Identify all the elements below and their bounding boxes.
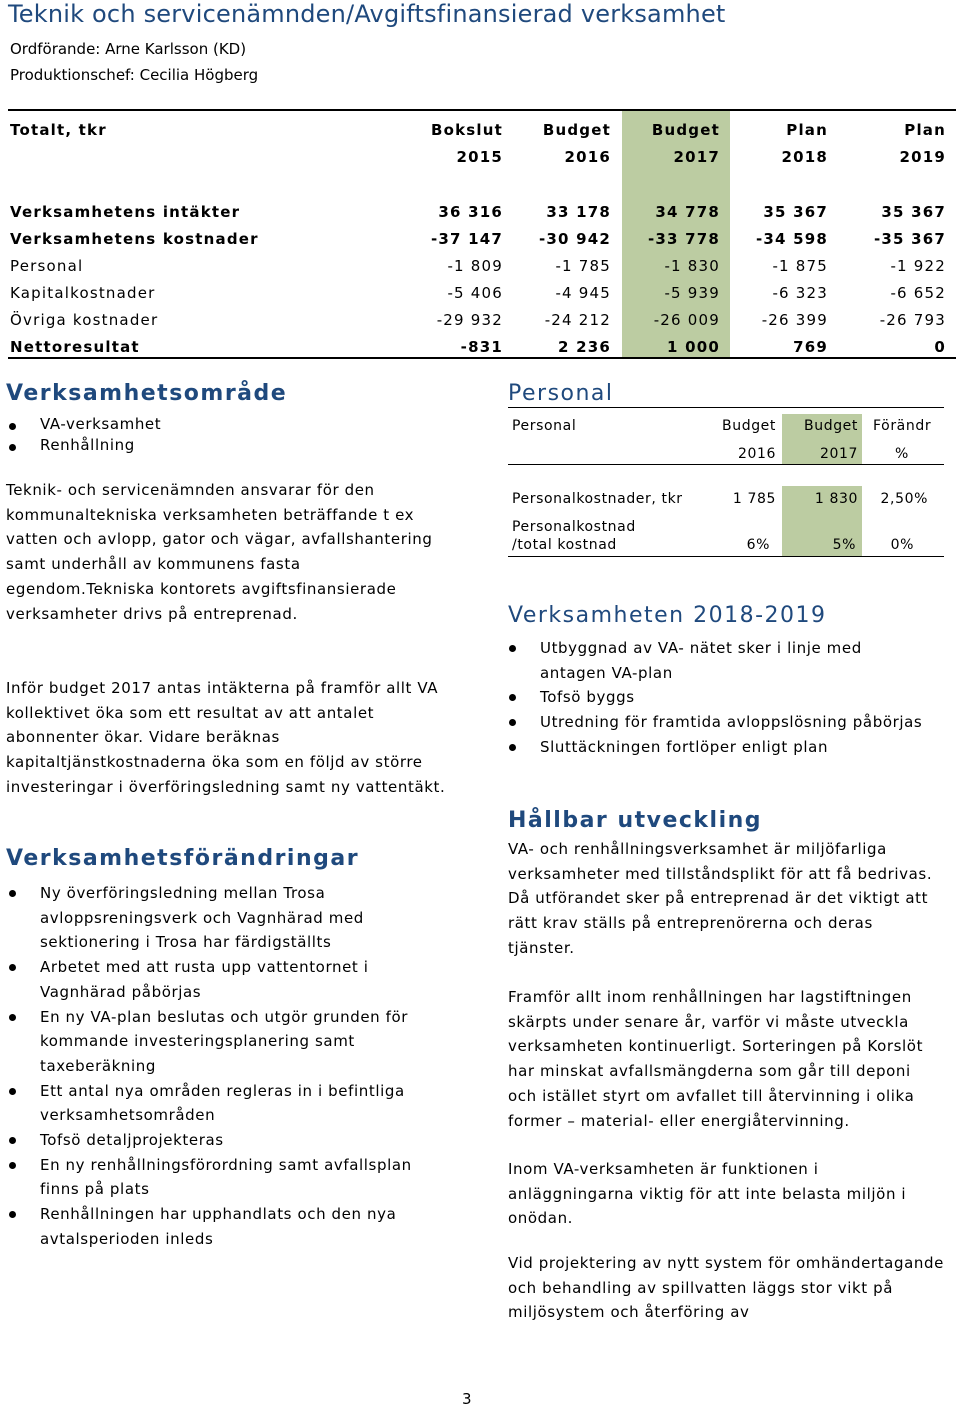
cell: -5 939 bbox=[664, 284, 720, 302]
cell: -1 809 bbox=[447, 257, 503, 275]
list-item: Renhållningen har upphandlats och den nya avtalsperioden inleds bbox=[6, 1202, 438, 1251]
cell: -5 406 bbox=[447, 284, 503, 302]
row-label: Nettoresultat bbox=[10, 338, 140, 356]
cell: 34 778 bbox=[655, 203, 720, 221]
intro-paragraph bbox=[6, 478, 446, 626]
col-type: Plan bbox=[904, 121, 946, 139]
list-item: Utredning för framtida avloppslösning påbörjas bbox=[506, 710, 926, 735]
cell: -1 875 bbox=[772, 257, 828, 275]
ptable-header-budget: Budget bbox=[804, 418, 858, 434]
list-item: En ny VA-plan beslutas och utgör grunden för kommande investeringsplanering samt taxeberäkning bbox=[6, 1005, 438, 1079]
col-type: Bokslut bbox=[430, 121, 503, 139]
paragraph: Vid projektering av nytt system för omhändertagande och behandling av spillvatten läggs stor vikt på miljösystem och återföring av bbox=[508, 1254, 944, 1322]
paragraph: Framför allt inom renhållningen har lagstiftningen skärpts under senare år, varför vi måste utveckla verksamheten kontinuerligt. Sorteringen på Korslöt har minskat avfallsmängderna som går till deponi och istället styrt om avfallet till återvinning i olika former – material- eller energiåtervinning. bbox=[508, 988, 924, 1130]
row-label: Verksamhetens kostnader bbox=[10, 230, 259, 248]
list-item: Arbetet med att rusta upp vattentornet i Vagnhärad påbörjas bbox=[6, 955, 438, 1004]
sustain-paragraph bbox=[508, 985, 944, 1133]
cell: 36 316 bbox=[438, 203, 503, 221]
col-year: 2018 bbox=[781, 148, 828, 166]
list-item: VA-verksamhet bbox=[6, 414, 466, 435]
table-bottom-rule bbox=[8, 357, 956, 359]
paragraph: VA- och renhållningsverksamhet är miljöfarliga verksamheter med tillståndsplikt för att få bedrivas. Då utförandet sker på entreprenad är det viktigt att rätt krav ställs på entreprenörerna och deras tjänster. bbox=[508, 840, 933, 957]
ptable-year: 2017 bbox=[819, 446, 858, 462]
personal-heading-rule bbox=[508, 407, 944, 408]
list-item: Utbyggnad av VA- nätet sker i linje med antagen VA-plan bbox=[506, 636, 926, 685]
cell: -26 009 bbox=[653, 311, 720, 329]
ptable-cell: 1 830 bbox=[814, 491, 858, 507]
area-heading: Verksamhetsområde bbox=[6, 381, 288, 406]
col-year: 2015 bbox=[456, 148, 503, 166]
cell: -1 785 bbox=[555, 257, 611, 275]
ptable-bottom-rule bbox=[508, 556, 944, 557]
table-header-row bbox=[8, 117, 956, 144]
table-top-rule bbox=[8, 109, 956, 111]
sustain-paragraph bbox=[508, 1251, 944, 1325]
cell: 35 367 bbox=[881, 203, 946, 221]
changes-heading: Verksamhetsförändringar bbox=[6, 846, 360, 871]
list-item: Renhållning bbox=[6, 435, 466, 456]
paragraph: Teknik- och servicenämnden ansvarar för den kommunaltekniska verksamheten beträffande t ex vatten och avlopp, gator och vägar, avfallshantering samt underhåll av kommunens fasta egendom.Tekniska kontorets avgiftsfinansierade verksamheter drivs på entreprenad. bbox=[6, 481, 433, 623]
list-item: En ny renhållningsförordning samt avfallsplan finns på plats bbox=[6, 1153, 438, 1202]
cell: -26 793 bbox=[879, 311, 946, 329]
list-item: Ett antal nya områden regleras in i befintliga verksamhetsområden bbox=[6, 1079, 438, 1128]
col-type: Budget bbox=[542, 121, 611, 139]
chief-line: Produktionschef: Cecilia Högberg bbox=[10, 66, 259, 84]
sustain-paragraph bbox=[508, 1157, 944, 1231]
plan-heading: Verksamheten 2018-2019 bbox=[508, 603, 827, 628]
cell: -831 bbox=[460, 338, 503, 356]
cell: -35 367 bbox=[873, 230, 946, 248]
ptable-header-rule bbox=[508, 464, 944, 465]
row-label: Övriga kostnader bbox=[10, 311, 159, 329]
paragraph: Inom VA-verksamheten är funktionen i anläggningarna viktig för att inte belasta miljön i onödan. bbox=[508, 1160, 907, 1228]
page-number: 3 bbox=[462, 1390, 472, 1408]
chair-line: Ordförande: Arne Karlsson (KD) bbox=[10, 40, 247, 58]
ptable-cell: 5% bbox=[832, 537, 856, 553]
ptable-pct: % bbox=[895, 446, 909, 462]
cell: -6 652 bbox=[890, 284, 946, 302]
ptable-row-label: Personalkostnad bbox=[512, 519, 636, 535]
table-row bbox=[8, 253, 956, 280]
area-list bbox=[6, 414, 466, 456]
table-row-label-header: Totalt, tkr bbox=[10, 121, 107, 139]
ptable-year: 2016 bbox=[737, 446, 776, 462]
cell: -29 932 bbox=[436, 311, 503, 329]
changes-list bbox=[6, 881, 438, 1252]
ptable-cell: 2,50% bbox=[880, 491, 928, 507]
row-label: Verksamhetens intäkter bbox=[10, 203, 241, 221]
cell: -30 942 bbox=[538, 230, 611, 248]
cell: -6 323 bbox=[772, 284, 828, 302]
cell: 35 367 bbox=[763, 203, 828, 221]
row-label: Personal bbox=[10, 257, 84, 275]
cell: -37 147 bbox=[430, 230, 503, 248]
cell: -26 399 bbox=[761, 311, 828, 329]
list-item: Tofsö byggs bbox=[506, 685, 926, 710]
page-title: Teknik och servicenämnden/Avgiftsfinansierad verksamhet bbox=[8, 0, 726, 28]
list-item: Ny överföringsledning mellan Trosa avloppsreningsverk och Vagnhärad med sektionering i Trosa har färdigställts bbox=[6, 881, 438, 955]
ptable-cell: 1 785 bbox=[732, 491, 776, 507]
col-year: 2017 bbox=[673, 148, 720, 166]
ptable-header-budget: Budget bbox=[722, 418, 776, 434]
cell: 1 000 bbox=[667, 338, 720, 356]
cell: -34 598 bbox=[755, 230, 828, 248]
ptable-cell: 6% bbox=[746, 537, 770, 553]
cell: -33 778 bbox=[647, 230, 720, 248]
col-type: Plan bbox=[786, 121, 828, 139]
ptable-header-change: Förändr bbox=[873, 418, 932, 434]
cell: 769 bbox=[793, 338, 828, 356]
budget-paragraph bbox=[6, 676, 446, 800]
list-item: Sluttäckningen fortlöper enligt plan bbox=[506, 735, 926, 760]
sustain-paragraph bbox=[508, 837, 944, 961]
ptable-cell: 0% bbox=[890, 537, 914, 553]
col-year: 2019 bbox=[899, 148, 946, 166]
table-row bbox=[8, 199, 956, 226]
cell: -24 212 bbox=[544, 311, 611, 329]
personal-heading: Personal bbox=[508, 381, 614, 406]
ptable-header-label: Personal bbox=[512, 418, 577, 434]
row-label: Kapitalkostnader bbox=[10, 284, 156, 302]
table-year-row bbox=[8, 144, 956, 171]
plan-list bbox=[506, 636, 926, 760]
paragraph: Inför budget 2017 antas intäkterna på framför allt VA kollektivet öka som ett resultat av att antalet abonnenter ökar. Vidare beräknas kapitaltjänstkostnaderna öka som en följd av större investeringar i överföringsledning samt ny vattentäkt. bbox=[6, 679, 446, 796]
table-row bbox=[8, 280, 956, 307]
ptable-row-label: Personalkostnader, tkr bbox=[512, 491, 683, 507]
cell: -4 945 bbox=[555, 284, 611, 302]
table-row bbox=[8, 307, 956, 334]
cell: -1 830 bbox=[664, 257, 720, 275]
list-item: Tofsö detaljprojekteras bbox=[6, 1128, 438, 1153]
cell: -1 922 bbox=[890, 257, 946, 275]
cell: 0 bbox=[934, 338, 946, 356]
col-type: Budget bbox=[651, 121, 720, 139]
col-year: 2016 bbox=[564, 148, 611, 166]
cell: 33 178 bbox=[546, 203, 611, 221]
ptable-row-label: /total kostnad bbox=[512, 537, 617, 553]
sustain-heading: Hållbar utveckling bbox=[508, 808, 763, 833]
cell: 2 236 bbox=[558, 338, 611, 356]
table-row bbox=[8, 226, 956, 253]
